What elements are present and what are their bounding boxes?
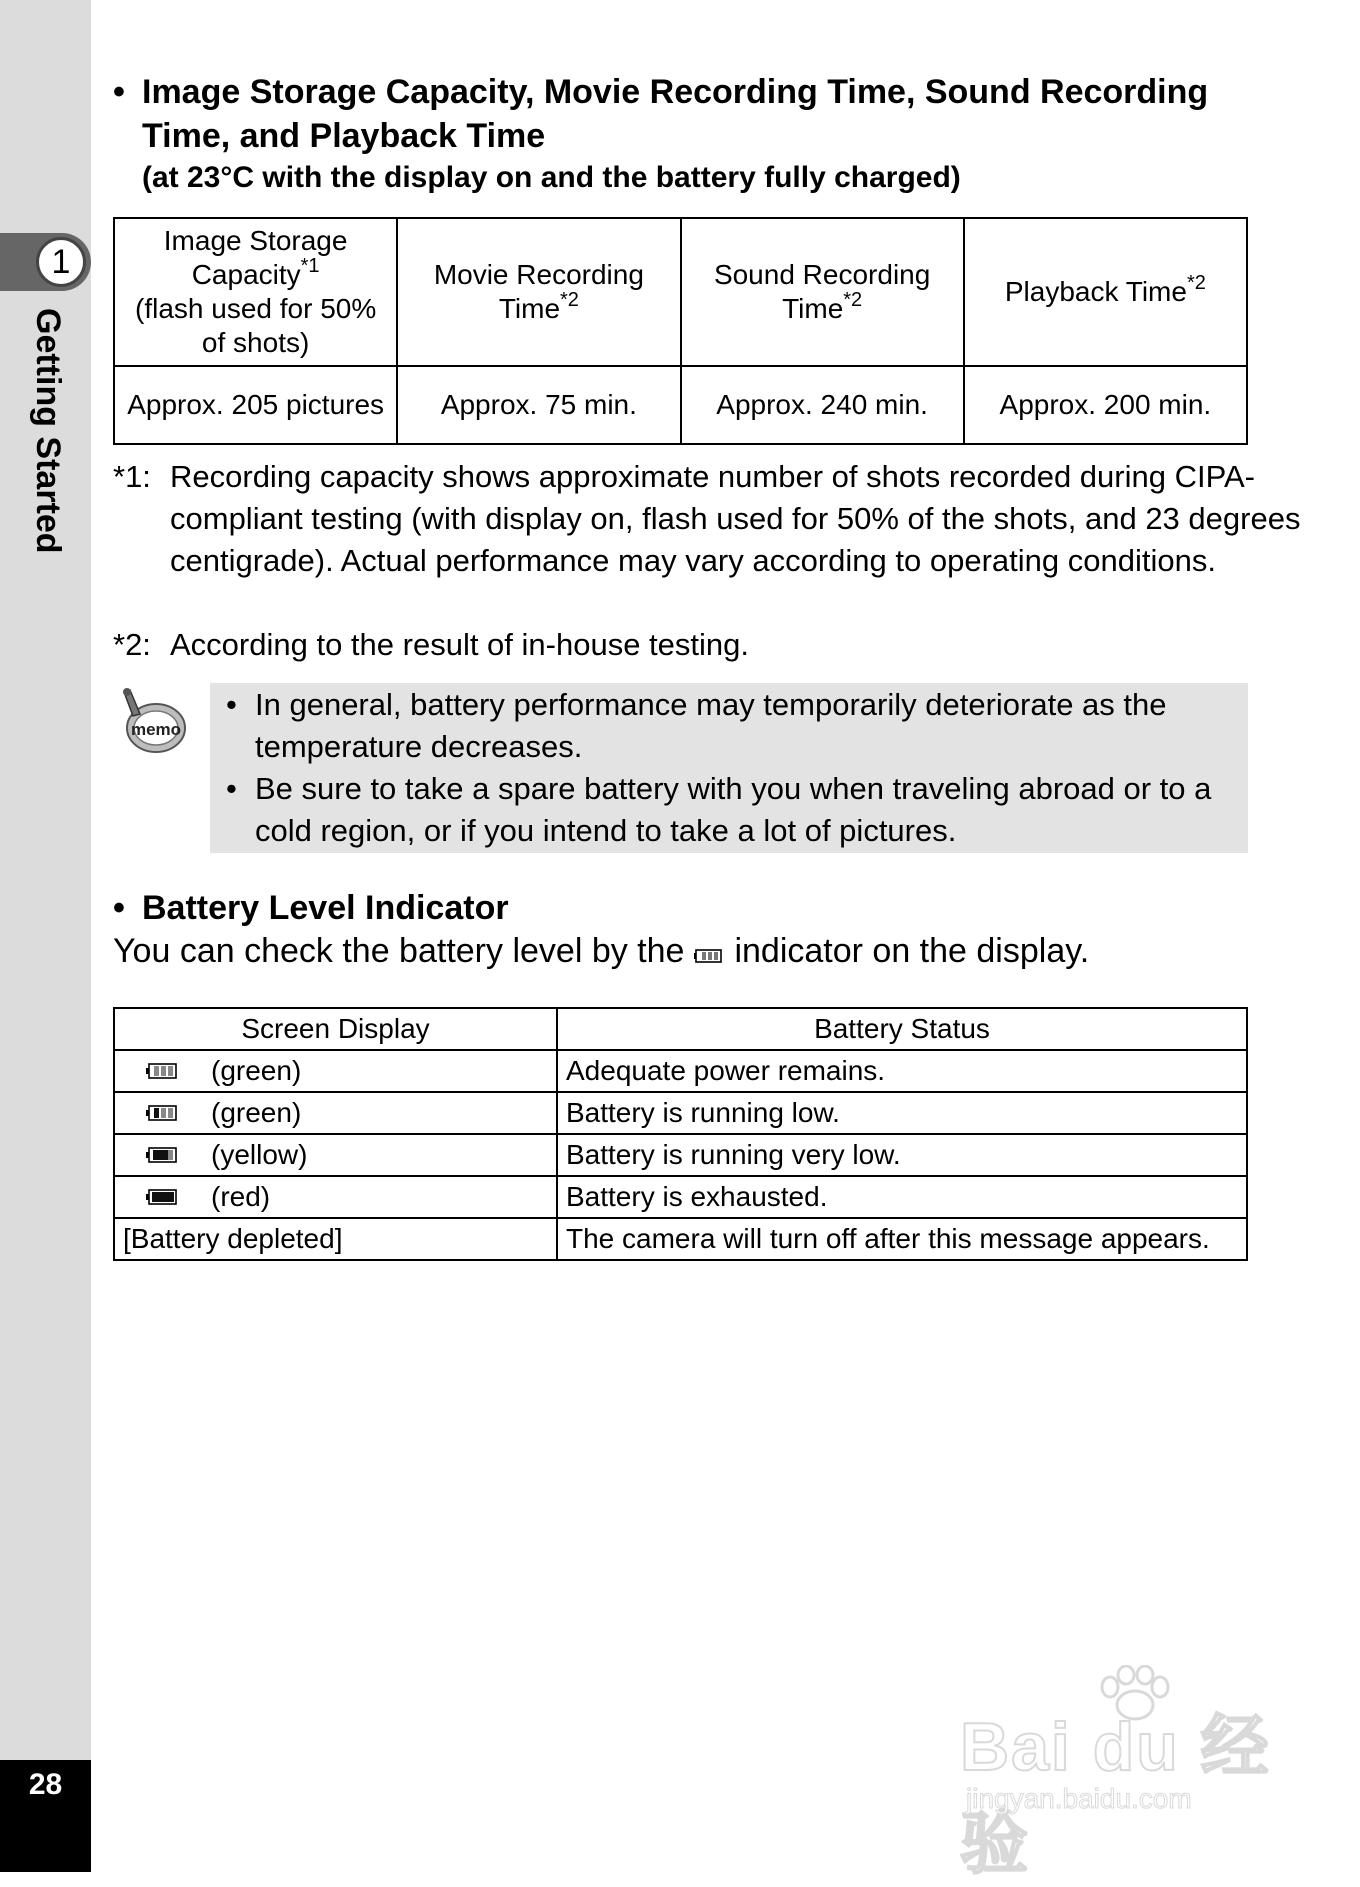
footnote-ref-2: *2 <box>843 289 863 311</box>
footnote-ref-2: *2 <box>1186 272 1206 294</box>
battery-status-text: Battery is exhausted. <box>557 1176 1247 1218</box>
battery-table-header-row <box>114 1008 1247 1050</box>
memo-bullet: • <box>226 687 237 722</box>
watermark-url: jingyan.baidu.com <box>966 1783 1192 1814</box>
battery-full-icon <box>694 931 724 975</box>
table-row <box>114 1050 1247 1092</box>
footnote-1-text: Recording capacity shows approximate number of shots recorded during CIPA-compliant testing (with display on, flash used for 50% of the shots, and 23 degrees centigrade). Actual performance may vary according to operating conditions. <box>170 459 1301 578</box>
screen-display-color: (red) <box>211 1181 271 1212</box>
table-row <box>114 1218 1247 1260</box>
battery-two-thirds-icon <box>137 1104 187 1122</box>
footnote-1-mark: *1: <box>113 459 151 494</box>
value-movie-recording: Approx. 75 min. <box>397 366 680 444</box>
header-movie-recording <box>397 218 680 366</box>
section-subheading-conditions: (at 23°C with the display on and the battery fully charged) <box>142 161 961 194</box>
footnote-2-mark: *2: <box>113 627 151 662</box>
screen-display-depleted: [Battery depleted] <box>114 1218 557 1260</box>
header-sound-recording-text: Sound Recording Time <box>713 259 931 324</box>
chapter-title: Getting Started <box>29 308 67 554</box>
battery-level-table <box>113 1007 1248 1261</box>
battery-intro-before: You can check the battery level by the <box>113 932 685 970</box>
value-image-storage: Approx. 205 pictures <box>114 366 397 444</box>
watermark-main-text: Bai du 经验 <box>960 1709 1271 1882</box>
baidu-watermark <box>960 1665 1280 1882</box>
memo-item-2-text: Be sure to take a spare battery with you when traveling abroad or to a cold region, or if you intend to take a lot of pictures. <box>255 771 1212 848</box>
memo-icon-label: memo <box>130 720 182 739</box>
memo-bullet: • <box>226 771 237 806</box>
header-playback <box>964 218 1247 366</box>
section-bullet: • <box>113 73 125 111</box>
table-row <box>114 1134 1247 1176</box>
memo-icon <box>118 688 190 754</box>
footnote-ref-2: *2 <box>560 289 579 311</box>
footnote-2-text: According to the result of in-house testing. <box>170 627 749 662</box>
capacity-table <box>113 217 1248 445</box>
section-heading-capacity: Image Storage Capacity, Movie Recording Time, Sound Recording Time, and Playback Time <box>142 73 1209 155</box>
chapter-number: 1 <box>36 237 86 287</box>
battery-status-text: Battery is running very low. <box>557 1134 1247 1176</box>
screen-display-cell <box>114 1176 557 1218</box>
header-battery-status: Battery Status <box>557 1008 1247 1050</box>
battery-intro <box>113 929 1089 975</box>
table-row <box>114 1176 1247 1218</box>
battery-intro-after: indicator on the display. <box>734 932 1090 970</box>
battery-status-text: Battery is running low. <box>557 1092 1247 1134</box>
battery-empty-icon <box>137 1188 187 1206</box>
battery-status-text: The camera will turn off after this message appears. <box>557 1218 1247 1260</box>
memo-item-1-text: In general, battery performance may temporarily deteriorate as the temperature decreases. <box>255 687 1167 764</box>
screen-display-color: (yellow) <box>211 1139 308 1170</box>
screen-display-cell <box>114 1050 557 1092</box>
table-row <box>114 1092 1247 1134</box>
screen-display-cell <box>114 1134 557 1176</box>
capacity-table-header-row <box>114 218 1247 366</box>
battery-full-icon <box>137 1062 187 1080</box>
screen-display-cell <box>114 1092 557 1134</box>
battery-status-text: Adequate power remains. <box>557 1050 1247 1092</box>
page-number: 28 <box>28 1768 63 1801</box>
header-sound-recording <box>681 218 964 366</box>
footnote-ref-1: *1 <box>300 255 320 277</box>
header-image-storage-text: Image Storage Capacity <box>163 225 348 290</box>
value-sound-recording: Approx. 240 min. <box>681 366 964 444</box>
header-movie-recording-text: Movie Recording Time <box>433 259 644 324</box>
header-image-storage <box>114 218 397 366</box>
screen-display-color: (green) <box>211 1097 302 1128</box>
header-screen-display: Screen Display <box>114 1008 557 1050</box>
capacity-table-value-row <box>114 366 1247 444</box>
screen-display-color: (green) <box>211 1055 302 1086</box>
header-playback-text: Playback Time <box>1004 276 1187 307</box>
header-image-storage-note: (flash used for 50% of shots) <box>135 293 377 358</box>
value-playback: Approx. 200 min. <box>964 366 1247 444</box>
section-heading-battery-level: Battery Level Indicator <box>142 889 509 927</box>
battery-low-icon <box>137 1146 187 1164</box>
section-bullet: • <box>113 889 125 927</box>
